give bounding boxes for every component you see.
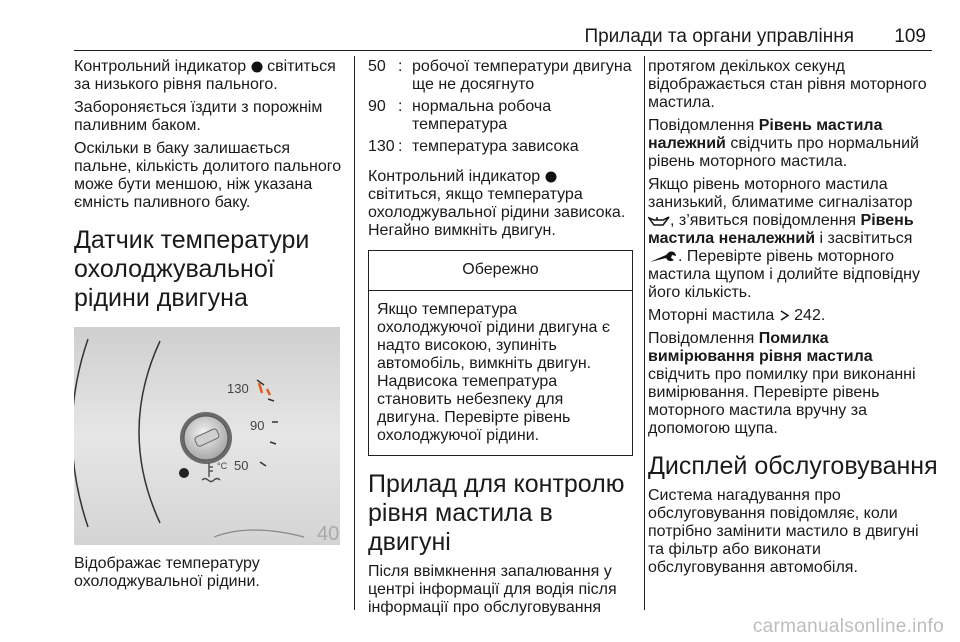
page-reference-arrow-icon [779,310,790,321]
warning-text: Якщо температура охолоджуючої рідини двигуна є надто високою, зупиніть автомобіль, вимкніть двигун. Надвисока темепратура становить небезпеку для двигуна. Перевірте рівень охолоджуючої рідини. [377,301,611,444]
warning-title: Обережно [369,251,632,291]
temperature-row: 90 : нормальна робоча температура [368,98,552,133]
column-2 [368,58,633,622]
oil-can-icon [648,215,670,227]
oil-error-paragraph: Повідомлення Помилка вимірювання рівня мастила свідчить про помилку при виконанні вимірювання. Перевірте рівень моторного мастила вручну за допомогою щупа. [648,330,916,437]
coolant-indicator-paragraph: Контрольний індикатор світиться, якщо температура охолоджувальної рідини зависока. Негайно вимкніть двигун. [368,168,626,239]
column-divider-2 [644,56,645,610]
wrench-icon [648,250,678,264]
section-heading-coolant: Датчик температури охолоджувальної рідини двигуна [74,226,310,312]
tank-capacity-paragraph: Оскільки в баку залишається пальне, кількість долитого пального може бути меншою, ніж указана ємність паливного баку. [74,140,342,211]
oil-status-paragraph: протягом декількох секунд відображається стан рівня моторного мастила. [648,58,927,111]
coolant-unit-label: °C [217,461,228,471]
figure-caption: Відображає температуру охолоджувальної рідини. [74,555,260,590]
section-heading-service-display: Дисплей обслуговування [648,452,938,480]
oil-level-intro: Після ввімкнення запалювання у центрі інформації для водія після інформації про обслуговування [368,563,617,616]
speedometer-fragment: 40 [317,523,340,545]
page-header [74,0,932,51]
service-display-paragraph: Система нагадування про обслуговування повідомляє, коли потрібно замінити мастило в двигуні та фільтр або виконати обслуговування автомобіля. [648,487,919,576]
section-heading-oil-level: Прилад для контролю рівня мастила в двигуні [368,470,625,556]
empty-tank-paragraph: Забороняється їздити з порожнім паливним баком. [74,99,323,134]
oil-low-paragraph: Якщо рівень моторного мастила занизький, блиматиме сигналізатор , з’явиться повідомлення Рівень мастила неналежний і засвітиться . Перевірте рівень моторного мастила щупом і долийте відповідну його кількість. [648,176,920,301]
watermark: carmanualsonline.info [752,616,944,637]
warning-box [368,250,633,456]
warning-dot-icon [179,468,189,478]
temperature-row: 130 : температура зависока [368,138,579,155]
tick-label-50: 50 [234,458,249,473]
tick-label-90: 90 [250,418,265,433]
filled-circle-icon [251,61,263,73]
filled-circle-icon [545,171,557,183]
coolant-gauge-figure [74,327,340,545]
column-3 [648,58,938,582]
page-title: Прилади та органи управління [584,26,854,47]
temperature-list [368,58,633,156]
coolant-gauge-illustration [74,327,340,545]
page-number: 109 [894,26,926,47]
temperature-row: 50 : робочої температури двигуна ще не досягнуто [368,58,632,93]
engine-oils-reference: Моторні мастила 242. [648,307,826,324]
tick-label-130: 130 [227,381,249,396]
oil-ok-paragraph: Повідомлення Рівень мастила належний свідчить про нормальний рівень моторного мастила. [648,117,919,170]
column-1 [74,58,344,596]
fuel-indicator-paragraph: Контрольний індикатор світиться за низького рівня пального. [74,58,336,93]
column-divider-1 [354,56,355,610]
